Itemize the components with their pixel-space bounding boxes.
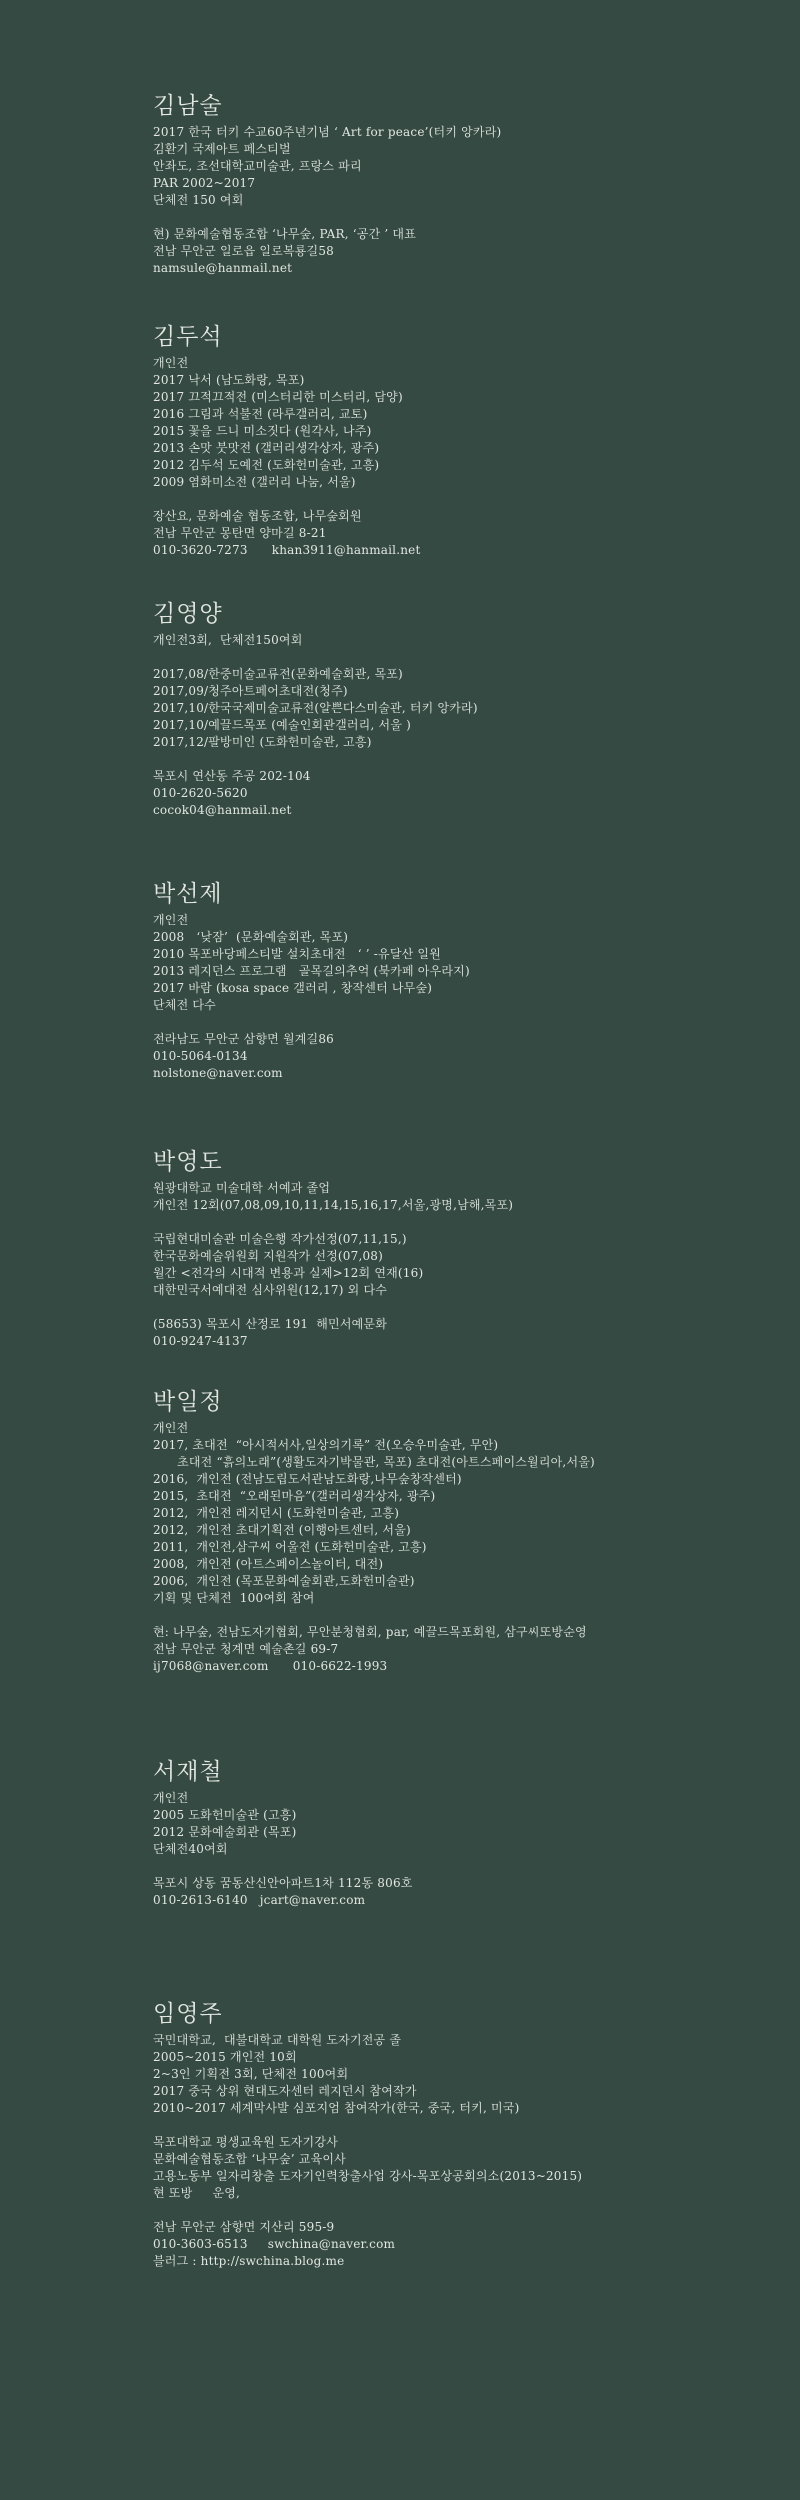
artist-details [153,1420,773,1675]
detail-line: 2010 목포바당페스티발 설치초대전 ‘ ’ -유달산 일원 [153,947,441,961]
artist-name: 박일정 [153,1389,223,1415]
detail-line: 한국문화예술위원회 지원작가 선정(07,08) [153,1249,384,1263]
detail-line: 010-2620-5620 [153,786,248,800]
detail-line: 목포시 연산동 주공 202-104 [153,769,311,783]
detail-line: 고용노동부 일자리창출 도자기인력창출사업 강사-목포상공회의소(2013~2015) [153,2169,583,2183]
detail-line: 개인전 [153,1791,189,1805]
detail-line: 010-3603-6513 swchina@naver.com [153,2237,396,2251]
detail-line: 2015 꽃을 드니 미소짓다 (원각사, 나주) [153,424,372,438]
spacer [153,1607,773,1624]
detail-line: 전라남도 무안군 삼향면 월계길86 [153,1032,335,1046]
detail-line: 2006, 개인전 (목포문화예술회관,도화헌미술관) [153,1574,415,1588]
artist-profile [153,1388,773,1675]
artist-name: 김두석 [153,324,223,350]
spacer [153,649,773,666]
detail-line: 단체전 150 여회 [153,193,244,207]
detail-line: 2012 문화예술회관 (목포) [153,1825,297,1839]
spacer [153,1014,773,1031]
detail-line: 전남 무안군 삼향면 지산리 595-9 [153,2220,335,2234]
detail-line: 현: 나무숲, 전남도자기협회, 무안분청협회, par, 예끌드목포회원, 삼구씨또방순영 [153,1625,587,1639]
detail-line: 국립현대미술관 미술은행 작가선정(07,11,15,) [153,1232,407,1246]
detail-line: 블러그 : http://swchina.blog.me [153,2254,345,2268]
detail-line: 현 또방 운영, [153,2186,241,2200]
detail-line: 원광대학교 미술대학 서예과 졸업 [153,1181,331,1195]
artist-details [153,1790,773,1909]
detail-line: 2005~2015 개인전 10회 [153,2050,297,2064]
artist-details [153,632,773,819]
spacer [153,209,773,226]
artist-profile [153,600,773,819]
detail-line: 장산요, 문화예술 협동조합, 나무숲회원 [153,509,362,523]
detail-line: 전남 무안군 몽탄면 양마길 8-21 [153,526,327,540]
detail-line: 2017 낙서 (남도화랑, 목포) [153,373,305,387]
artist-profile [153,92,773,277]
detail-line: 2017,09/청주아트페어초대전(청주) [153,684,348,698]
spacer [153,1299,773,1316]
detail-line: 2005 도화헌미술관 (고흥) [153,1808,297,1822]
detail-line: 2012, 개인전 초대기획전 (이행아트센터, 서울) [153,1523,411,1537]
detail-line: 2017,10/한국국제미술교류전(알쁜다스미술관, 터키 앙카라) [153,701,478,715]
artist-profile [153,1758,773,1909]
detail-line: 2013 손맛 붓맛전 (갤러리생각상자, 광주) [153,441,380,455]
artist-profile [153,1148,773,1350]
detail-line: 2009 염화미소전 (갤러리 나눔, 서울) [153,475,356,489]
artist-details [153,2032,773,2270]
spacer [153,2202,773,2219]
detail-line: 010-5064-0134 [153,1049,248,1063]
detail-line: 2015, 초대전 “오래된마음”(갤러리생각상자, 광주) [153,1489,436,1503]
detail-line: 010-9247-4137 [153,1334,248,1348]
detail-line: 2008, 개인전 (아트스페이스놀이터, 대전) [153,1557,384,1571]
detail-line: 현) 문화예술협동조합 ‘나무숲, PAR, ‘공간 ’ 대표 [153,227,416,241]
detail-line: 010-3620-7273 khan3911@hanmail.net [153,543,421,557]
detail-line: 010-2613-6140 jcart@naver.com [153,1893,366,1907]
detail-line: 단체전40여회 [153,1842,228,1856]
artist-details [153,355,773,559]
detail-line: cocok04@hanmail.net [153,803,292,817]
detail-line: 2008 ‘낮잠’ (문화예술회관, 목포) [153,930,349,944]
artist-profile [153,323,773,559]
detail-line: 2~3인 기획전 3회, 단체전 100여회 [153,2067,349,2081]
detail-line: 2017 중국 상위 현대도자센터 레지던시 참여작가 [153,2084,417,2098]
detail-line: namsule@hanmail.net [153,261,293,275]
detail-line: 2017 한국 터키 수교60주년기념 ‘ Art for peace’(터키 앙카라) [153,125,502,139]
detail-line: 초대전 “흙의노래”(생활도자기박물관, 목포) 초대전(아트스페이스월리아,서울) [153,1455,595,1469]
detail-line: 2017 바람 (kosa space 갤러리 , 창작센터 나무숲) [153,981,433,995]
artist-name: 김영양 [153,601,223,627]
detail-line: 2010~2017 세계막사발 심포지엄 참여작가(한국, 중국, 터키, 미국) [153,2101,520,2115]
spacer [153,1858,773,1875]
detail-line: 안좌도, 조선대학교미술관, 프랑스 파리 [153,159,362,173]
detail-line: 2017,12/팔방미인 (도화헌미술관, 고흥) [153,735,372,749]
detail-line: (58653) 목포시 산정로 191 해민서예문화 [153,1317,388,1331]
detail-line: 2017,08/한중미술교류전(문화예술회관, 목포) [153,667,403,681]
detail-line: 국민대학교, 대불대학교 대학원 도자기전공 졸 [153,2033,402,2047]
spacer [153,491,773,508]
artist-name: 박영도 [153,1149,223,1175]
artist-details [153,1180,773,1350]
detail-line: 문화예술협동조합 ‘나무숲’ 교육이사 [153,2152,346,2166]
detail-line: nolstone@naver.com [153,1066,283,1080]
detail-line: 개인전3회, 단체전150여회 [153,633,303,647]
detail-line: 단체전 다수 [153,998,216,1012]
detail-line: 2012 김두석 도예전 (도화헌미술관, 고흥) [153,458,380,472]
detail-line: 목포대학교 평생교육원 도자기강사 [153,2135,338,2149]
detail-line: 2017 끄적끄적전 (미스터리한 미스터리, 담양) [153,390,403,404]
artist-details [153,124,773,277]
spacer [153,751,773,768]
artist-name: 김남술 [153,93,223,119]
detail-line: 2017,10/예끌드목포 (예술인회관갤러리, 서울 ) [153,718,411,732]
detail-line: 김환기 국제아트 페스티벌 [153,142,291,156]
detail-line: 2012, 개인전 레지던시 (도화헌미술관, 고흥) [153,1506,400,1520]
detail-line: 전남 무안군 청계면 예술촌길 69-7 [153,1642,339,1656]
detail-line: 개인전 [153,1421,189,1435]
artist-details [153,912,773,1082]
detail-line: 개인전 [153,913,189,927]
detail-line: PAR 2002~2017 [153,176,256,190]
detail-line: 개인전 12회(07,08,09,10,11,14,15,16,17,서울,광명,남해,목포) [153,1198,514,1212]
artist-profile [153,2000,773,2270]
detail-line: 2016 그림과 석불전 (라루갤러리, 교토) [153,407,368,421]
detail-line: 2011, 개인전,삼구씨 어울전 (도화헌미술관, 고흥) [153,1540,427,1554]
detail-line: 월간 <전각의 시대적 변용과 실제>12회 연재(16) [153,1266,424,1280]
artist-name: 서재철 [153,1759,223,1785]
detail-line: 2017, 초대전 “아시적서사,일상의기록” 전(오승우미술관, 무안) [153,1438,499,1452]
detail-line: ij7068@naver.com 010-6622-1993 [153,1659,388,1673]
detail-line: 대한민국서예대전 심사위원(12,17) 외 다수 [153,1283,388,1297]
artist-profile [153,880,773,1082]
detail-line: 2013 레지던스 프로그램 골목길의추억 (북카페 아우라지) [153,964,470,978]
detail-line: 개인전 [153,356,189,370]
detail-line: 2016, 개인전 (전남도립도서관남도화랑,나무숲창작센터) [153,1472,462,1486]
artist-name: 박선제 [153,881,223,907]
spacer [153,1214,773,1231]
detail-line: 기획 및 단체전 100여회 참여 [153,1591,315,1605]
detail-line: 전남 무안군 일로읍 일로복룡길58 [153,244,335,258]
artist-name: 임영주 [153,2001,223,2027]
spacer [153,2117,773,2134]
detail-line: 목포시 상동 꿈동산신안아파트1차 112동 806호 [153,1876,413,1890]
